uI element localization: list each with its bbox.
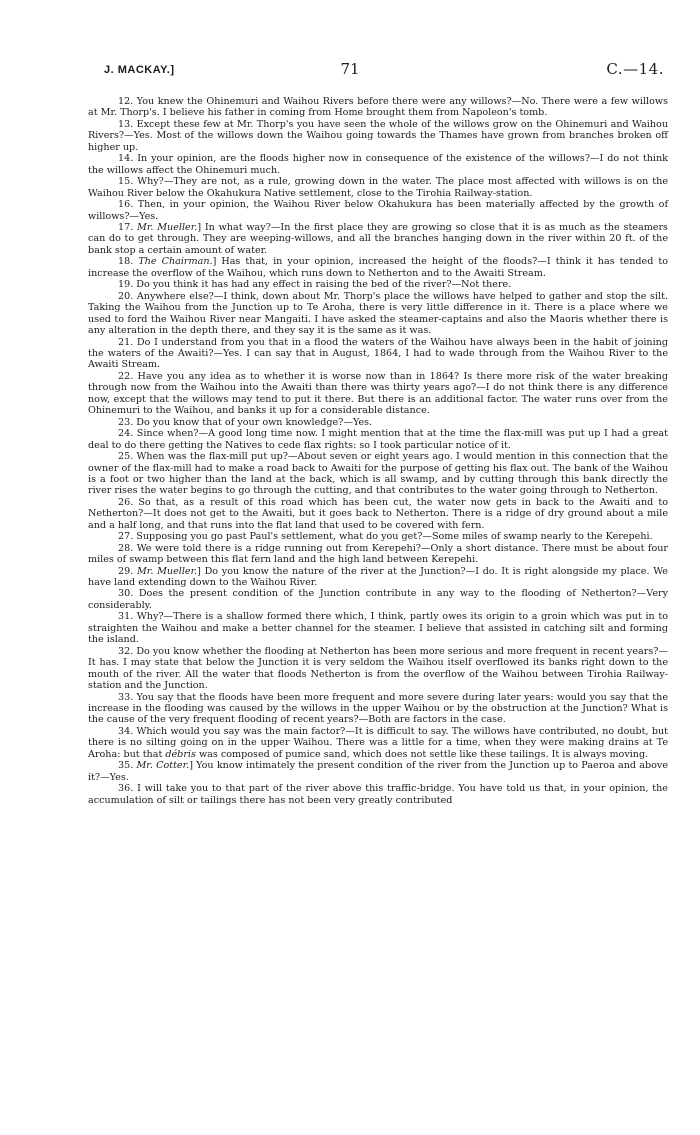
question-31: 31. Why?—There is a shallow formed there which, I think, partly owes its origin to a groin which was put in to straighten the Waihou and make a better channel for the steamer. I believe that assisted in catching silt and forming the island. bbox=[88, 611, 668, 646]
speaker-name: Mr. Mueller. bbox=[137, 221, 198, 233]
question-16: 16. Then, in your opinion, the Waihou River below Okahukura has been materially affected by the growth of willows?—Yes. bbox=[88, 199, 668, 222]
question-24: 24. Since when?—A good long time now. I might mention that at the time the flax-mill was put up I had a great deal to do there getting the Natives to cede flax rights: so I took particular notice of it. bbox=[88, 428, 668, 451]
document-code: C.—14. bbox=[606, 60, 664, 78]
question-29 bbox=[88, 566, 668, 589]
speaker-name: Mr. Mueller. bbox=[136, 565, 198, 577]
question-number: 35. bbox=[118, 760, 137, 772]
speaker-name: Mr. Cotter. bbox=[136, 760, 190, 772]
question-15: 15. Why?—They are not, as a rule, growing down in the water. The place most affected with willows is on the Waihou River below the Okahukura Native settlement, close to the Tirohia Railway-station. bbox=[88, 176, 668, 199]
question-text: ] Has that, in your opinion, increased the height of the floods?—I think it has tended to increase the overflow of the Waihou, which runs down to Netherton and to the Awaiti Stream. bbox=[88, 256, 669, 279]
question-23: 23. Do you know that of your own knowledge?—Yes. bbox=[118, 416, 373, 428]
question-20: 20. Anywhere else?—I think, down about Mr. Thorp's place the willows have helped to gather and stop the silt. Taking the Waihou from the Junction up to Te Aroha, there is very little difference in it. There is a place where we used to ford the Waihou River near Mangaiti. I have asked the steamer-captains and also the Maoris whether there is any alteration in the depth there, and they say it is the same as it was. bbox=[88, 290, 668, 337]
question-30: 30. Does the present condition of the Junction contribute in any way to the flooding of Netherton?—Very considerably. bbox=[88, 588, 668, 611]
question-19: 19. Do you think it has had any effect in raising the bed of the river?—Not there. bbox=[118, 279, 512, 291]
question-12: 12. You knew the Ohinemuri and Waihou Rivers before there were any willows?—No. There were a few willows at Mr. Thorp's. I believe his father in coming from Home brought them from Napoleon's tomb. bbox=[88, 96, 668, 119]
question-13: 13. Except these few at Mr. Thorp's you have seen the whole of the willows grow on the Ohinemuri and Waihou Rivers?—Yes. Most of the willows down the Waihou going towards the Thames have grown from branches broken off higher up. bbox=[88, 118, 668, 153]
question-18 bbox=[88, 256, 668, 279]
question-text-continued: was composed of pumice sand, which does not settle like these tailings. It is always moving. bbox=[195, 748, 649, 760]
question-17 bbox=[88, 222, 668, 256]
testimony-body bbox=[88, 96, 668, 806]
question-number: 17. bbox=[118, 221, 138, 233]
question-34 bbox=[88, 726, 668, 760]
question-32: 32. Do you know whether the flooding at Netherton has been more serious and more frequent in recent years?—It has. I may state that below the Junction it is very seldom the Waihou itself overflowed its banks right down to the mouth of the river. All the water that floods Netherton is from the overflow of the Waihou between Tirohia Railway-station and the Junction. bbox=[88, 645, 668, 692]
question-14: 14. In your opinion, are the floods higher now in consequence of the existence of the willows?—I do not think the willows affect the Ohinemuri much. bbox=[88, 153, 668, 176]
question-text: ] In what way?—In the first place they are growing so close that it is as much as the steamers can do to get through. They are weeping-willows, and all the branches hanging down in the river within 20 ft. of the bank stop a certain amount of water. bbox=[88, 221, 668, 256]
question-21: 21. Do I understand from you that in a flood the waters of the Waihou have always been in the habit of joining the waters of the Awaiti?—Yes. I can say that in August, 1864, I had to wade through from the Waihou River to the Awaiti Stream. bbox=[88, 336, 668, 371]
question-25: 25. When was the flax-mill put up?—About seven or eight years ago. I would mention in this connection that the owner of the flax-mill had to make a road back to Awaiti for the purpose of getting his flax out. The bank of the Waihou is a foot or two higher than the land at the back, which is all swamp, and by cutting through this bank directly the river rises the water begins to go through the cutting, and that contributes to the water going through to Netherton. bbox=[88, 451, 668, 497]
italic-term: débris bbox=[165, 748, 196, 760]
question-text: ] Do you know the nature of the river at the Junction?—I do. It is right alongside my place. We have land extending down to the Waihou River. bbox=[88, 565, 668, 589]
question-22: 22. Have you any idea as to whether it is worse now than in 1864? Is there more risk of the water breaking through now from the Waihou into the Awaiti than there was thirty years ago?—I do not think there is any difference now, except that the willows may tend to put it there. But there is an additional factor. The water runs over from the Ohinemuri to the Waihou, and banks it up for a considerable distance. bbox=[88, 370, 668, 417]
running-head-witness: J. MACKAY.] bbox=[104, 64, 175, 76]
question-number: 29. bbox=[118, 565, 137, 577]
question-number: 18. bbox=[118, 256, 139, 268]
question-27: 27. Supposing you go past Paul's settlement, what do you get?—Some miles of swamp nearly to the Kerepehi. bbox=[118, 531, 653, 543]
question-26: 26. So that, as a result of this road which has been cut, the water now gets in back to the Awaiti and to Netherton?—It does not get to the Awaiti, but it goes back to Netherton. There is a ridge of dry ground about a mile and a half long, and that runs into the flat land that used to be covered with fern. bbox=[88, 496, 668, 531]
page-number: 71 bbox=[340, 60, 360, 78]
speaker-name: The Chairman. bbox=[138, 256, 213, 268]
question-28: 28. We were told there is a ridge running out from Kerepehi?—Only a short distance. There must be about four miles of swamp between this flat fern land and the high land between Kerepehi. bbox=[88, 542, 668, 566]
question-text: 34. Which would you say was the main factor?—It is difficult to say. The willows have contributed, no doubt, but there is no silting going on in the upper Waihou. There was a little for a time, when they were making drains at Te Aroha: but that bbox=[88, 725, 668, 760]
question-36: 36. I will take you to that part of the river above this traffic-bridge. You have told us that, in your opinion, the accumulation of silt or tailings there has not been very greatly contributed bbox=[88, 783, 668, 806]
question-text: ] You know intimately the present condition of the river from the Junction up to Paeroa and above it?—Yes. bbox=[88, 760, 669, 783]
question-33: 33. You say that the floods have been more frequent and more severe during later years: would you say that the increase in the flooding was caused by the willows in the upper Waihou or by the obstruction at the Junction? What is the cause of the very frequent flooding of recent years?—Both are factors in the case. bbox=[88, 691, 668, 726]
question-35 bbox=[88, 760, 668, 783]
